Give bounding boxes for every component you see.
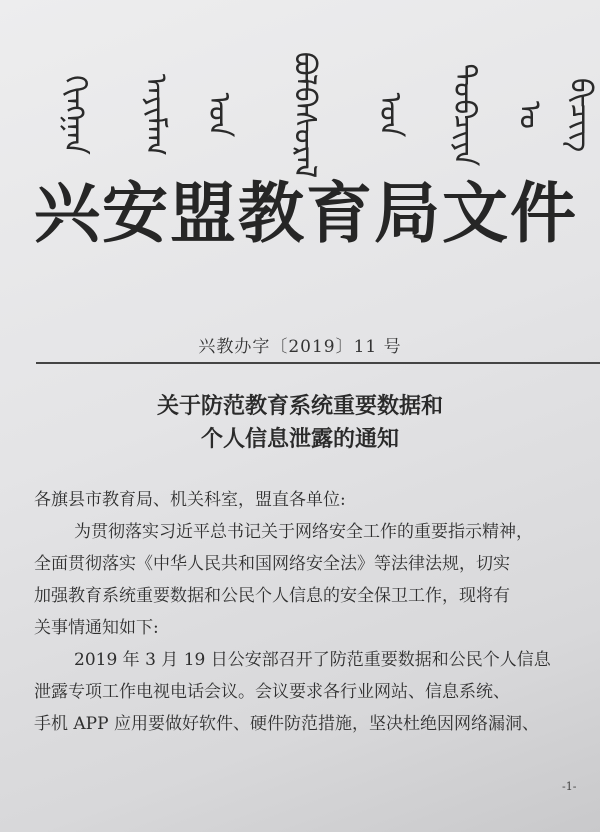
mongolian-word: ᠪᠢᠴᠢᠭ [563, 77, 599, 153]
body-line: 关事情通知如下: [34, 618, 159, 638]
mongolian-word: ᠪᠣᠯᠪᠠᠰᠤᠷᠠᠯ [287, 51, 323, 179]
salutation: 各旗县市教育局、机关科室，盟直各单位: [34, 490, 346, 510]
body-line: 全面贯彻落实《中华人民共和国网络安全法》等法律法规，切实 [34, 554, 510, 574]
body-line: 为贯彻落实习近平总书记关于网络安全工作的重要指示精神， [74, 522, 533, 542]
subject-heading [0, 390, 600, 456]
mongolian-word: ᠲᠣᠪᠴᠢᠶᠠ [446, 63, 482, 167]
mongolian-word: ᠤᠨ [372, 92, 408, 138]
body-line: 手机 APP 应用要做好软件、硬件防范措施，坚决杜绝因网络漏洞、 [34, 714, 539, 734]
document-number: 兴教办字〔2019〕11 号 [198, 337, 402, 357]
page-number: -1- [562, 780, 577, 793]
header-divider [36, 362, 600, 364]
body-line: 泄露专项工作电视电话会议。会议要求各行业网站、信息系统、 [34, 682, 510, 702]
document-title: 兴安盟教育局文件 [34, 174, 578, 252]
body-text [34, 484, 600, 740]
mongolian-word: ᠤᠨ [201, 92, 237, 138]
subject-line: 关于防范教育系统重要数据和 [156, 393, 443, 419]
mongolian-word: ᠤ [512, 101, 548, 129]
mongolian-word: ᠠᠶᠢᠮᠠᠭ [137, 73, 173, 157]
body-line: 2019 年 3 月 19 日公安部召开了防范重要数据和公民个人信息 [74, 650, 551, 670]
body-line: 加强教育系统重要数据和公民个人信息的安全保卫工作，现将有 [34, 586, 510, 606]
mongolian-header [34, 51, 599, 179]
subject-line: 个人信息泄露的通知 [200, 426, 399, 452]
mongolian-word: ᠬᠢᠩᠭᠠᠨ [56, 75, 92, 155]
